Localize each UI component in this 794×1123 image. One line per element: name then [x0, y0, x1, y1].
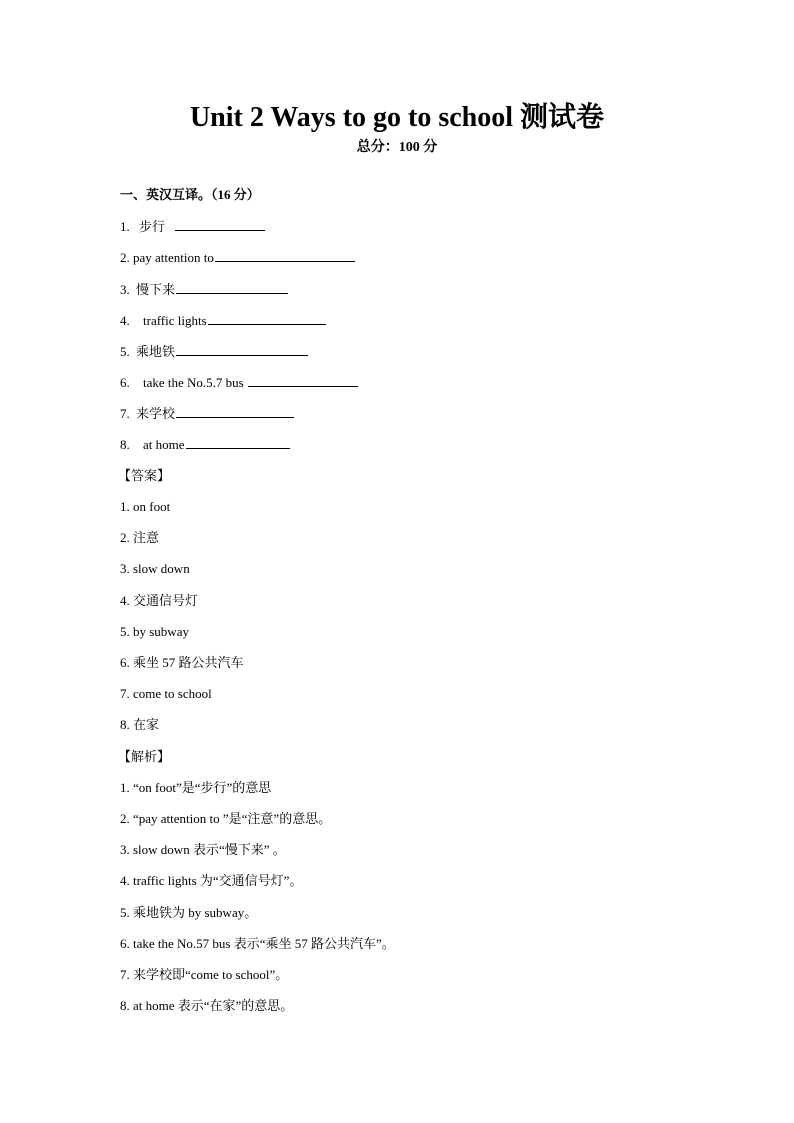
answer-item: 2. 注意 — [120, 530, 160, 545]
answer-blank[interactable] — [176, 279, 288, 294]
answer-item: 7. come to school — [120, 686, 212, 701]
answer-blank[interactable] — [248, 372, 358, 387]
answer-blank[interactable] — [215, 247, 355, 262]
question-text: 来学校 — [136, 406, 176, 421]
question-number: 1. — [120, 219, 130, 234]
question-text: at home — [143, 437, 185, 452]
question-text: 慢下来 — [136, 282, 176, 297]
analysis-item: 1. “on foot”是“步行”的意思 — [120, 780, 272, 795]
answer-blank[interactable] — [186, 434, 290, 449]
question-text: traffic lights — [143, 313, 207, 328]
question-number: 7. — [120, 406, 130, 421]
document-title: Unit 2 Ways to go to school 测试卷 — [189, 102, 605, 133]
question-text: 乘地铁 — [136, 344, 176, 359]
question-item — [120, 310, 326, 331]
question-item — [120, 247, 355, 268]
analysis-item: 3. slow down 表示“慢下来” 。 — [120, 842, 286, 857]
question-number: 6. — [120, 375, 130, 390]
question-number: 4. — [120, 313, 130, 328]
question-item — [120, 372, 358, 393]
question-item — [120, 341, 308, 362]
analysis-item: 2. “pay attention to ”是“注意”的意思。 — [120, 811, 332, 826]
analysis-item: 5. 乘地铁为 by subway。 — [120, 905, 258, 920]
analysis-item: 6. take the No.57 bus 表示“乘坐 57 路公共汽车”。 — [120, 936, 395, 951]
question-text: pay attention to — [133, 250, 214, 265]
answer-item: 3. slow down — [120, 561, 190, 576]
analysis-item: 4. traffic lights 为“交通信号灯”。 — [120, 873, 303, 888]
answer-item: 8. 在家 — [120, 717, 160, 732]
answer-blank[interactable] — [208, 310, 326, 325]
answer-blank[interactable] — [175, 216, 265, 231]
answer-heading: 【答案】 — [118, 468, 171, 483]
answer-item: 5. by subway — [120, 624, 189, 639]
analysis-item: 8. at home 表示“在家”的意思。 — [120, 998, 294, 1013]
answer-item: 6. 乘坐 57 路公共汽车 — [120, 655, 244, 670]
analysis-item: 7. 来学校即“come to school”。 — [120, 967, 289, 982]
question-text: 步行 — [139, 219, 166, 234]
section-heading-translation: 一、英汉互译。（16 分） — [120, 187, 260, 202]
answer-item: 1. on foot — [120, 499, 171, 514]
question-number: 5. — [120, 344, 130, 359]
answer-blank[interactable] — [176, 403, 294, 418]
question-item — [120, 434, 290, 455]
question-number: 2. — [120, 250, 130, 265]
analysis-heading: 【解析】 — [118, 749, 171, 764]
question-item — [120, 403, 294, 424]
question-item — [120, 279, 288, 300]
answer-item: 4. 交通信号灯 — [120, 593, 199, 608]
question-item — [120, 216, 265, 237]
question-text: take the No.5.7 bus — [143, 375, 244, 390]
question-number: 3. — [120, 282, 130, 297]
total-score: 总分：100 分 — [356, 140, 438, 155]
answer-blank[interactable] — [176, 341, 308, 356]
question-number: 8. — [120, 437, 130, 452]
